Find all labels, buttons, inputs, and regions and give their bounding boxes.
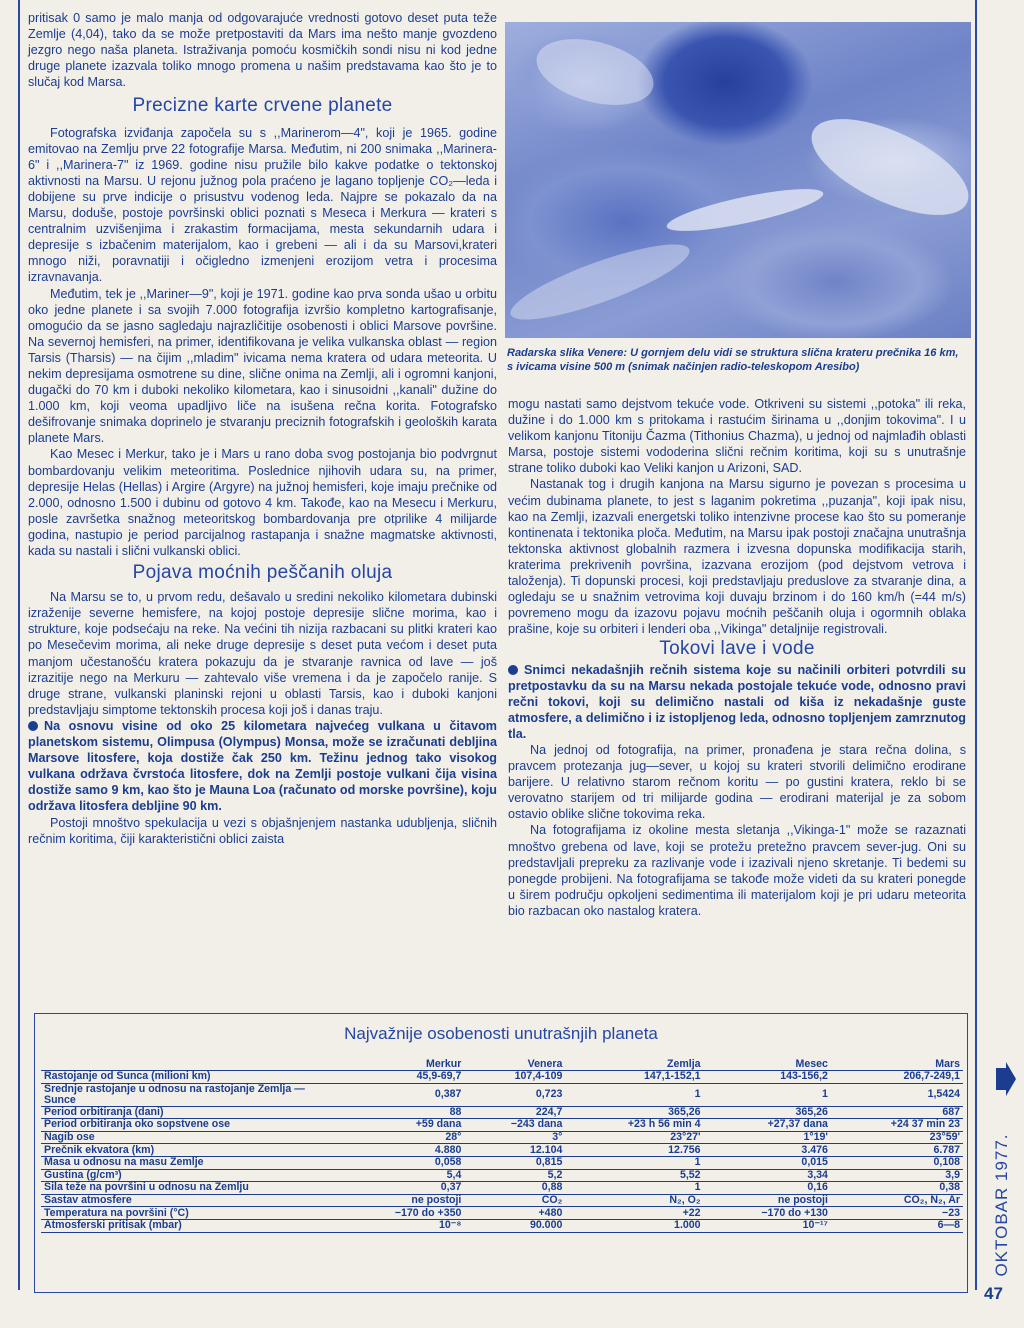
table-row (41, 1131, 963, 1144)
cell: ne postoji (337, 1194, 464, 1207)
row-label: Period orbitiranja (dani) (41, 1106, 337, 1119)
bold-text: Snimci nekadašnjih rečnih sistema koje su načinili orbiteri potvrdili su pretpostavku da su na Marsu nekada postojale tekuće vode, odnosno pravi rečni tokovi, koji su delimično nastali od kiša iz nekadašnje guste atmosfere, a delimično i iz istopljenog leda, odnosno topljenjem zamrznutog tla. (508, 662, 966, 741)
cell: 1 (565, 1182, 703, 1195)
table-row (41, 1207, 963, 1220)
table-row (41, 1106, 963, 1119)
paragraph: Kao Mesec i Merkur, tako je i Mars u rano doba svog postojanja bio podvrgnut bombardovanju velikim meteoritima. Poslednice njihovih udara su, na primer, depresije Helas (Hellas) i Argire (Argyre) na južnoj hemisferi, koje imaju prečnike od 2.000, odnosno 1.500 i dubinu od gotovo 4 km. Takođe, kao na Mesecu i Merkuru, posle završetka snažnog meteoritskog bombardovanja pre otprilike 4 milijarde godina, nastupio je period parcijalnog rastapanja i snažne magmatske aktivnosti, kada su nastali i slični vulkanski oblici. (28, 447, 497, 558)
paragraph: Na jednoj od fotografija, na primer, pronađena je stara rečna dolina, s pravcem protezanja jug—sever, u kojoj su krateri stvorili delimično erodirane barijere. U relativno starom rečnom koritu — po gustini kratera, reklo bi se verovatno starijem od tri milijarde godina — erodirani materijal je za sobom ostavio oblike slične tokovima reka. (508, 742, 966, 822)
cell: 1°19' (704, 1131, 831, 1144)
arrow-right-icon (994, 1062, 1016, 1096)
cell: 143-156,2 (704, 1071, 831, 1084)
cell: 3° (464, 1131, 565, 1144)
cell: 1 (565, 1083, 703, 1106)
row-label: Sastav atmosfere (41, 1194, 337, 1207)
header-cell: Venera (464, 1058, 565, 1071)
cell: 0,387 (337, 1083, 464, 1106)
cell: 23°27' (565, 1131, 703, 1144)
cell: 90.000 (464, 1219, 565, 1232)
right-column (508, 396, 966, 919)
table-row (41, 1194, 963, 1207)
cell: 0,815 (464, 1156, 565, 1169)
table-row (41, 1083, 963, 1106)
row-label: Rastojanje od Sunca (milioni km) (41, 1071, 337, 1084)
cell: −23 (831, 1207, 963, 1220)
cell: −170 do +350 (337, 1207, 464, 1220)
table-row (41, 1071, 963, 1084)
cell: 0,38 (831, 1182, 963, 1195)
issue-date: OKTOBAR 1977. (992, 1133, 1011, 1277)
page-number: 47 (984, 1284, 1003, 1303)
row-label: Period orbitiranja oko sopstvene ose (41, 1119, 337, 1132)
section-heading-pojava: Pojava moćnih peščanih oluja (132, 562, 393, 584)
cell: 6.787 (831, 1144, 963, 1157)
table-row (41, 1182, 963, 1195)
cell: 10⁻⁸ (337, 1219, 464, 1232)
cell: 6—8 (831, 1219, 963, 1232)
cell: 23°59' (831, 1131, 963, 1144)
header-cell: Merkur (337, 1058, 464, 1071)
left-column (28, 10, 497, 847)
paragraph: Nastanak tog i drugih kanjona na Marsu sigurno je povezan s procesima u većim dubinama planete, to jest s laganim pokretima ,,puzanja", koji ipak nisu, kao na Zemlji, izazvali energetski toliko intenzivne procese kao što su pomeranje kontinenata i tektonika ploča. Međutim, na Marsu ipak postoji značajna unutrašnja tektonska aktivnost globalnih razmera i izvesna dopunska modifikacija starih, kraterima prekrivenih površina, izazvana erozijom (pod dejstvom vetrova i taloženja). Ti dopunski procesi, koji predstavljaju preduslove za stvaranje dina, a ogledaju se u snažnim vetrovima koji duvaju brzinom i do 160 km/h (=44 m/s) povremeno mogu da izazovu pojavu moćnih peščanih oluja i ogormnih oblaka prašine, koje su orbiteri i lenderi oba ,,Vikinga" detaljnije registrovali. (508, 477, 966, 637)
left-border-rule (18, 0, 20, 1290)
cell: N₂, O₂ (565, 1194, 703, 1207)
cell: +27,37 dana (704, 1119, 831, 1132)
table-title: Najvažnije osobenosti unutrašnjih planeta (344, 1024, 658, 1043)
cell: 206,7-249,1 (831, 1071, 963, 1084)
bold-paragraph (28, 718, 497, 815)
row-label: Srednje rastojanje u odnosu na rastojanje Zemlja — Sunce (41, 1083, 337, 1106)
cell: 0,16 (704, 1182, 831, 1195)
cell: 4.880 (337, 1144, 464, 1157)
cell: 3,34 (704, 1169, 831, 1182)
cell: 365,26 (704, 1106, 831, 1119)
right-border-rule (975, 0, 977, 1290)
cell: 12.104 (464, 1144, 565, 1157)
section-heading-precizne: Precizne karte crvene planete (132, 95, 393, 117)
cell: 5,2 (464, 1169, 565, 1182)
table-row (41, 1219, 963, 1232)
paragraph: Fotografska izviđanja započela su s ,,Marinerom—4", koji je 1965. godine emitovao na Zemlju prve 22 fotografije Marsa. Međutim, ni 200 snimaka ,,Marinera-6" i ,,Marinera-7" iz 1969. godine nisu pružile bilo kakve podatke o tektonskoj aktivnosti na Marsu. U rejonu južnog pola praćeno je lagano topljenje CO₂—leda i dobijene su prve indicije o prisustvu vodenog leda. Najpre se pokazalo da na Marsu, doduše, postoje površinski oblici poznati s Meseca i Merkura — krateri s centralnim uzvišenjima i zrakastim formacijama, mesta sekundarnih udara i depresije s izbačenim materijalom, kao i grebeni — ali i da su Marsovi,krateri mnogo niži, poravnatiji i očigledno izmenjeni erozijom vetra i procesima izravnavanja. (28, 125, 497, 285)
table-row (41, 1156, 963, 1169)
header-cell (41, 1058, 337, 1071)
header-cell: Zemlja (565, 1058, 703, 1071)
row-label: Prečnik ekvatora (km) (41, 1144, 337, 1157)
bold-paragraph (508, 662, 966, 742)
cell: 0,108 (831, 1156, 963, 1169)
row-label: Nagib ose (41, 1131, 337, 1144)
cell: +22 (565, 1207, 703, 1220)
section-heading-tokovi: Tokovi lave i vode (659, 638, 815, 660)
cell: 0,88 (464, 1182, 565, 1195)
paragraph: Međutim, tek je ,,Mariner—9", koji je 1971. godine kao prva sonda ušao u orbitu oko jedne planete i sa svojih 7.000 fotografija izvršio kompletno kartografisanje, omogućio da se jasno sagledaju najrazličitije osobenosti i oblici Marsove površine. Na severnoj hemisferi, na primer, identifikovana je velika vulkanska oblast — region Tarsis (Tharsis) — na čijim ,,mladim" ivicama nema kratera od udara meteorita. U nekim depresijama osmotrene su dine, slične onima na Zemlji, ali i ogromni kanjoni, dugački do 70 km i duboki nekoliko kilometara, kao i sinusoidni ,,kanali" dužine do 1.000 km, koji veoma upadljivo liče na isušena rečna korita. Fotografsko dešifrovanje snimaka doprinelo je stvaranju preciznih fotografskih i geoloških karata planete Mars. (28, 286, 497, 446)
cell: 3,9 (831, 1169, 963, 1182)
cell: +23 h 56 min 4 (565, 1119, 703, 1132)
cell: −170 do +130 (704, 1207, 831, 1220)
row-label: Masa u odnosu na masu Zemlje (41, 1156, 337, 1169)
paragraph: Na Marsu se to, u prvom redu, dešavalo u sredini nekoliko kilometara dubinski izraženije severne hemisfere, na kojoj postoje depresije slične morima, kao i strukture, koje podsećaju na reke. Na većini tih nizija razbacani su plitki krateri kao po Mesečevim morima, ali neke druge depresije s deset puta većom i deset puta manjom učestanošću kratera pokazuju da je stvaranje ravnica od lave — još izrazitije nego na Merkuru — zahtevalo više vremena i da je započelo ranije. S druge strane, vulkanski planinski rejoni u oblasti Tarsis, kao i duboki kanjoni predstavljaju simptome tektonskih procesa koji još i danas traju. (28, 590, 497, 717)
row-label: Gustina (g/cm³) (41, 1169, 337, 1182)
cell: +480 (464, 1207, 565, 1220)
cell: CO₂, N₂, Ar (831, 1194, 963, 1207)
cell: 365,26 (565, 1106, 703, 1119)
cell: 0,058 (337, 1156, 464, 1169)
cell: 0,723 (464, 1083, 565, 1106)
cell: 224,7 (464, 1106, 565, 1119)
cell: +59 dana (337, 1119, 464, 1132)
venus-radar-image (505, 22, 971, 338)
cell: 28° (337, 1131, 464, 1144)
planets-table (41, 1058, 963, 1233)
cell: −243 dana (464, 1119, 565, 1132)
table-row (41, 1169, 963, 1182)
image-caption: Radarska slika Venere: U gornjem delu vidi se struktura slična krateru prečnika 16 km, s ivicama visine 500 m (snimak načinjen radio-teleskopom Aresibo) (507, 347, 959, 373)
cell: 0,37 (337, 1182, 464, 1195)
cell: 5,4 (337, 1169, 464, 1182)
cell: 3.476 (704, 1144, 831, 1157)
cell: 10⁻¹⁷ (704, 1219, 831, 1232)
row-label: Sila teže na površini u odnosu na Zemlju (41, 1182, 337, 1195)
paragraph: Postoji mnoštvo spekulacija u vezi s objašnjenjem nastanka udubljenja, sličnih rečnim koritima, čiji karakteristični oblici zaista (28, 815, 497, 846)
bullet-icon (508, 665, 518, 675)
cell: 1.000 (565, 1219, 703, 1232)
cell: 107,4-109 (464, 1071, 565, 1084)
planets-table-box (34, 1013, 968, 1293)
cell: 1 (704, 1083, 831, 1106)
paragraph: mogu nastati samo dejstvom tekuće vode. Otkriveni su sistemi ,,potoka" ili reka, dužine i do 1.000 km s pritokama i rastućim širinama u ,,donjim tokovima". I u velikom kanjonu Titoniju Čazma (Tithonius Chazma), u jednoj od najmlađih oblasti Marsa, postoje sistemi vododerina slični rečnim koritima, koji su s unutrašnje strane toliko duboki kao Veliki kanjon u Arizoni, SAD. (508, 397, 966, 476)
cell: 5,52 (565, 1169, 703, 1182)
row-label: Temperatura na površini (°C) (41, 1207, 337, 1220)
paragraph: pritisak 0 samo je malo manja od odgovarajuće vrednosti gotovo deset puta teže Zemlje (4,04), tako da se može pretpostaviti da Mars ima nešto manje gvozdeno jezgro nego naša planeta. Istraživanja pomoću kosmičkih sondi nisu ni kod jedne druge planete izazvala toliko mnogo promena u našim predstavama kao što je to slučaj kod Marsa. (28, 11, 497, 90)
cell: 1 (565, 1156, 703, 1169)
bold-text: Na osnovu visine od oko 25 kilometara najvećeg vulkana u čitavom planetskom sistemu, Olimpusa (Olympus) Monsa, može se izračunati debljina Marsove litosfere, koja dostiže čak 250 km. Težinu jednog tako visokog vulkana održava čvrstoća litosfere, dok na Zemlji postoje vulkani čija visina dostiže samo 9 km, kao što je Mauna Loa (računato od morske površine), koju održava litosfera debljine 90 km. (28, 718, 497, 814)
cell: +24 37 min 23 (831, 1119, 963, 1132)
cell: 687 (831, 1106, 963, 1119)
cell: CO₂ (464, 1194, 565, 1207)
cell: ne postoji (704, 1194, 831, 1207)
cell: 0,015 (704, 1156, 831, 1169)
table-row (41, 1119, 963, 1132)
cell: 147,1-152,1 (565, 1071, 703, 1084)
cell: 12.756 (565, 1144, 703, 1157)
header-cell: Mesec (704, 1058, 831, 1071)
table-row (41, 1144, 963, 1157)
cell: 88 (337, 1106, 464, 1119)
row-label: Atmosferski pritisak (mbar) (41, 1219, 337, 1232)
cell: 1,5424 (831, 1083, 963, 1106)
paragraph: Na fotografijama iz okoline mesta sletanja ,,Vikinga-1" može se razaznati mnoštvo grebena od lave, koji se protežu pretežno pravcem sever-jug. Oni su predstavljali prepreku za razlivanje vode i izazivali njeno skretanje. Ti bedemi su ponegde probijeni. Na fotografijama se takođe može videti da su krateri ponegde u širem području opkoljeni sedimentima ili materijalom koji je pri udaru meteorita bio razbacan oko nastalog kratera. (508, 823, 966, 918)
table-header-row (41, 1058, 963, 1071)
bullet-icon (28, 721, 38, 731)
cell: 45,9-69,7 (337, 1071, 464, 1084)
header-cell: Mars (831, 1058, 963, 1071)
